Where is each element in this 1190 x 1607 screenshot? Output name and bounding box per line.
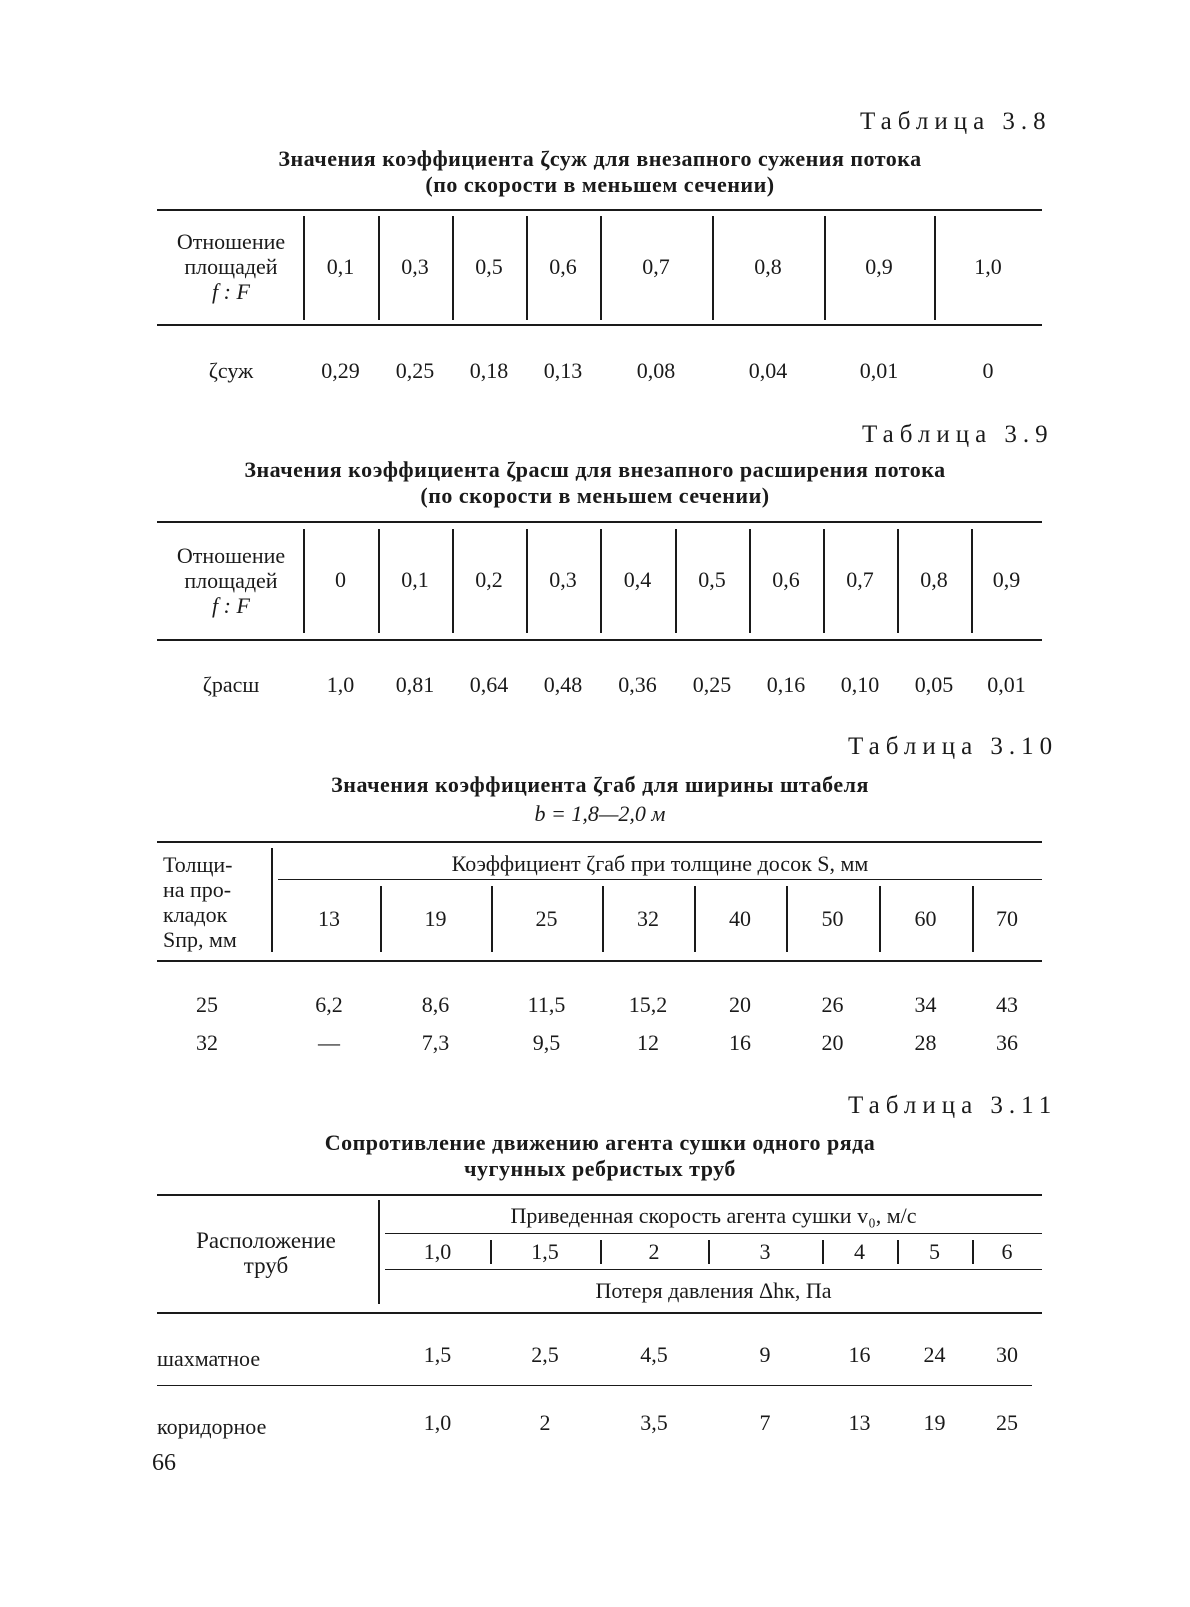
table-cell: 0,13 <box>543 358 583 383</box>
table-3-11-top-rule <box>157 1194 1042 1196</box>
column-header: 32 <box>637 906 659 931</box>
column-header: 25 <box>535 906 558 931</box>
table-cell: 1,5 <box>423 1342 452 1367</box>
table-cell: 11,5 <box>527 992 566 1017</box>
table-cell: 20 <box>729 992 751 1017</box>
table-cell: 7 <box>759 1410 771 1435</box>
table-cell: 2,5 <box>531 1342 559 1367</box>
header-line: на про- <box>163 877 232 902</box>
column-header: 5 <box>929 1239 940 1264</box>
table-cell: 0 <box>982 358 994 383</box>
table-cell: 0,25 <box>395 358 435 383</box>
table-cell: 4,5 <box>640 1342 668 1367</box>
header-line: f : F <box>212 593 250 618</box>
table-cell: 8,6 <box>421 992 450 1017</box>
table-cell: 34 <box>914 992 937 1017</box>
row-label: ζсуж <box>208 358 254 383</box>
table-cell: 36 <box>996 1030 1018 1055</box>
table-3-10-top-rule <box>157 841 1042 843</box>
table-3-10-span-rule <box>278 879 1042 880</box>
table-3-8-header <box>157 229 305 304</box>
column-header: 0,5 <box>698 567 726 592</box>
column-header: 6 <box>1001 1239 1013 1264</box>
table-3-11-subtitle: чугунных ребристых труб <box>464 1156 736 1181</box>
column-header: 0,1 <box>326 254 355 279</box>
page-number: 66 <box>152 1450 176 1476</box>
column-header: 70 <box>996 906 1018 931</box>
header-line: труб <box>243 1253 289 1278</box>
table-3-9-top-rule <box>157 521 1042 523</box>
table-3-11-span-rule-1 <box>385 1233 1042 1234</box>
column-header: 0,9 <box>865 254 893 279</box>
column-header: 60 <box>914 906 937 931</box>
table-cell: 0,04 <box>748 358 788 383</box>
table-3-9-subtitle: (по скорости в меньшем сечении) <box>420 483 770 508</box>
table-cell: 43 <box>996 992 1018 1017</box>
table-3-9-label: Таблица 3.9 <box>862 421 1054 448</box>
table-cell: 9,5 <box>532 1030 561 1055</box>
header-line: Отношение <box>176 543 286 568</box>
table-3-8-title: Значения коэффициента ζсуж для внезапного сужения потока <box>278 146 922 171</box>
table-cell: 0,05 <box>914 672 954 697</box>
column-header: 1,0 <box>974 254 1002 279</box>
header-line: кладок <box>163 902 228 927</box>
table-3-10-header <box>157 852 275 952</box>
header-line: Толщи- <box>163 852 233 877</box>
table-3-11-span-header: Приведенная скорость агента сушки v₀, м/с <box>510 1203 917 1228</box>
table-cell: 0,25 <box>692 672 732 697</box>
table-3-10-label: Таблица 3.10 <box>848 733 1059 760</box>
column-header: 4 <box>854 1239 865 1264</box>
column-header: 0,6 <box>549 254 577 279</box>
table-cell: 24 <box>923 1342 946 1367</box>
table-cell: 0,18 <box>469 358 509 383</box>
table-cell: 3,5 <box>640 1410 668 1435</box>
table-cell: 15,2 <box>628 992 668 1017</box>
table-3-10-span-header: Коэффициент ζгаб при толщине досок S, мм <box>451 851 869 876</box>
table-3-8-label: Таблица 3.8 <box>860 108 1052 135</box>
table-cell: 20 <box>821 1030 844 1055</box>
header-line: Sпр, мм <box>163 927 237 952</box>
header-line: f : F <box>212 279 250 304</box>
column-header: 40 <box>729 906 751 931</box>
table-cell: 1,0 <box>423 1410 452 1435</box>
header-line: площадей <box>184 568 278 593</box>
header-line: площадей <box>184 254 278 279</box>
table-cell: 26 <box>821 992 844 1017</box>
row-label: коридорное <box>157 1414 267 1439</box>
table-cell: 0,08 <box>636 358 676 383</box>
table-3-10-subtitle: b = 1,8—2,0 м <box>534 801 666 826</box>
column-header: 0,5 <box>475 254 503 279</box>
column-header: 0,8 <box>920 567 948 592</box>
table-3-11-header <box>157 1228 375 1278</box>
table-cell: 0,01 <box>859 358 899 383</box>
table-cell: 25 <box>996 1410 1018 1435</box>
column-header: 3 <box>759 1239 771 1264</box>
table-3-11-span-rule-2 <box>385 1269 1042 1270</box>
header-line: Расположение <box>196 1228 336 1253</box>
table-3-11-span-header-2: Потеря давления Δhк, Па <box>595 1278 832 1303</box>
column-header: 0,6 <box>772 567 800 592</box>
column-header: 0,3 <box>401 254 429 279</box>
table-cell: 9 <box>759 1342 771 1367</box>
column-header: 1,5 <box>531 1239 559 1264</box>
table-cell: 0,81 <box>395 672 435 697</box>
table-cell: 16 <box>848 1342 871 1367</box>
header-line: Отношение <box>176 229 286 254</box>
table-cell: 0,29 <box>321 358 360 383</box>
table-3-9-header <box>157 543 305 618</box>
column-header: 13 <box>318 906 340 931</box>
column-header: 0 <box>335 567 346 592</box>
table-3-11-row-rule <box>157 1385 1032 1386</box>
table-cell: 7,3 <box>421 1030 450 1055</box>
column-header: 0,3 <box>549 567 577 592</box>
table-3-11-stub-rule <box>378 1200 380 1304</box>
table-3-8-subtitle: (по скорости в меньшем сечении) <box>425 172 775 197</box>
row-label: 32 <box>196 1030 218 1055</box>
table-3-8-top-rule <box>157 209 1042 211</box>
table-cell: 0,01 <box>987 672 1026 697</box>
table-3-9-head-rule <box>157 639 1042 641</box>
column-header: 0,8 <box>754 254 782 279</box>
table-cell: 12 <box>637 1030 659 1055</box>
column-header: 0,1 <box>401 567 429 592</box>
table-cell: 16 <box>729 1030 751 1055</box>
table-cell: 0,48 <box>543 672 583 697</box>
column-header: 0,9 <box>992 567 1021 592</box>
table-cell: 0,10 <box>840 672 880 697</box>
table-cell: — <box>318 1030 340 1055</box>
table-3-8-head-rule <box>157 324 1042 326</box>
table-cell: 28 <box>914 1030 937 1055</box>
table-cell: 30 <box>996 1342 1018 1367</box>
table-3-9-title: Значения коэффициента ζрасш для внезапного расширения потока <box>244 457 946 482</box>
table-cell: 19 <box>923 1410 946 1435</box>
column-header: 0,2 <box>475 567 503 592</box>
table-cell: 1,0 <box>326 672 355 697</box>
table-cell: 6,2 <box>315 992 343 1017</box>
column-header: 19 <box>424 906 447 931</box>
table-cell: 0,64 <box>469 672 509 697</box>
table-cell: 13 <box>848 1410 871 1435</box>
column-header: 50 <box>821 906 844 931</box>
table-cell: 2 <box>539 1410 551 1435</box>
table-cell: 0,36 <box>618 672 657 697</box>
row-label: шахматное <box>157 1346 261 1371</box>
column-header: 0,4 <box>623 567 652 592</box>
column-header: 2 <box>648 1239 660 1264</box>
row-label: 25 <box>196 992 218 1017</box>
column-header: 0,7 <box>642 254 670 279</box>
table-3-11-title: Сопротивление движению агента сушки одного ряда <box>324 1130 876 1155</box>
column-header: 1,0 <box>423 1239 452 1264</box>
table-3-10-head-rule <box>157 960 1042 962</box>
table-cell: 0,16 <box>766 672 806 697</box>
table-3-11-head-rule <box>157 1312 1042 1314</box>
table-3-10-title: Значения коэффициента ζгаб для ширины штабеля <box>331 772 869 797</box>
column-header: 0,7 <box>846 567 874 592</box>
row-label: ζрасш <box>202 672 260 697</box>
table-3-11-label: Таблица 3.11 <box>848 1092 1058 1119</box>
